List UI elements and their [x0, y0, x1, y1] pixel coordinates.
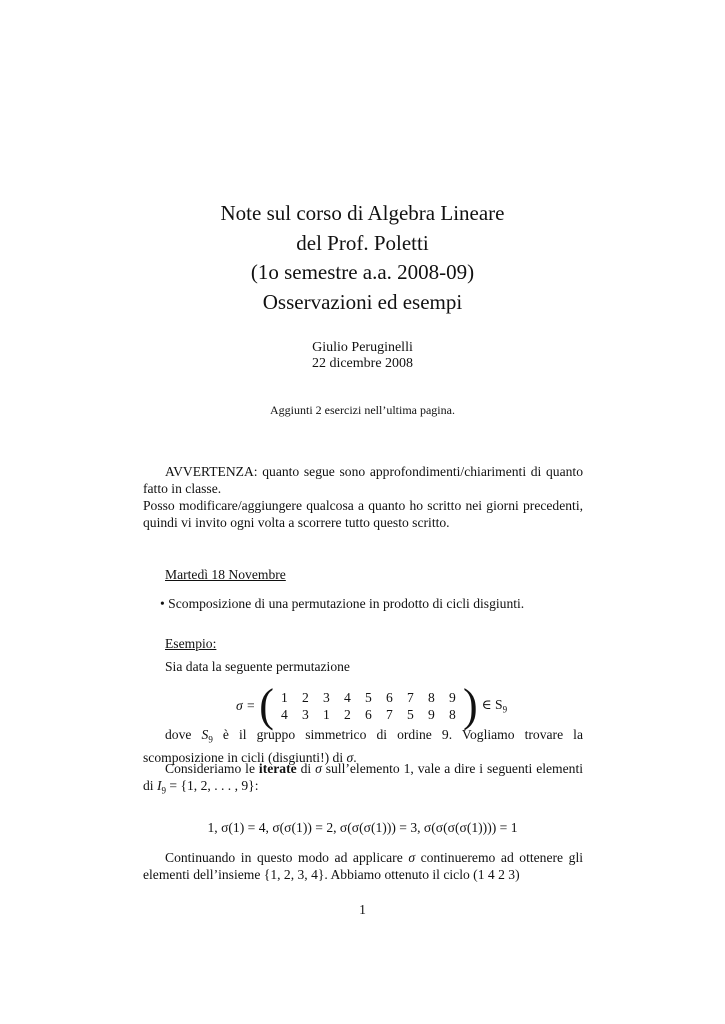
matrix-top-entry: 3 [323, 690, 330, 705]
matrix-rhs: ∈ $S_9$ [481, 697, 508, 715]
example-heading-text: Esempio: [165, 636, 217, 651]
dove-paragraph: dove $S_9$ è il gruppo simmetrico di ordine 9. Vogliamo trovare la scomposizione in cicli (disgiunti!) di σ. [143, 727, 583, 765]
document-title [0, 199, 725, 317]
page-number: 1 [359, 902, 366, 917]
matrix-body [274, 689, 463, 723]
matrix-top-entry: 9 [449, 690, 456, 705]
matrix-top-entry: 4 [344, 690, 351, 705]
matrix-bottom-entry: 7 [386, 707, 393, 722]
title-line-2: del Prof. Poletti [296, 230, 429, 255]
intro-paragraph [143, 658, 583, 675]
matrix-bottom-row [274, 706, 463, 723]
matrix-bottom-entry: 4 [281, 707, 288, 722]
matrix-top-entry: 5 [365, 690, 372, 705]
permutation-matrix [236, 679, 508, 732]
matrix-bottom-entry: 6 [365, 707, 372, 722]
iterates-formula: 1, σ(1) = 4, σ(σ(1)) = 2, σ(σ(σ(1))) = 3, σ(σ(σ(σ(1)))) = 1 [207, 820, 518, 835]
bullet-icon: • [160, 596, 165, 611]
warning-text-2: Posso modificare/aggiungere qualcosa a quanto ho scritto nei giorni precedenti, quindi vi invito ogni volta a scorrere tutto questo scritto. [143, 498, 583, 530]
title-line-1: Note sul corso di Algebra Lineare [220, 201, 505, 225]
left-paren-icon: ( [259, 679, 274, 732]
matrix-top-entry: 2 [302, 690, 309, 705]
matrix-bottom-entry: 1 [323, 707, 330, 722]
author: Giulio Peruginelli [312, 340, 413, 355]
matrix-bottom-entry: 2 [344, 707, 351, 722]
date: 22 dicembre 2008 [311, 356, 414, 371]
bullet-text: Scomposizione di una permutazione in prodotto di cicli disgiunti. [168, 596, 525, 611]
matrix-lhs: σ = [236, 698, 256, 713]
warning-paragraph [143, 463, 583, 531]
matrix-bottom-entry: 8 [449, 707, 456, 722]
warning-text-1: AVVERTENZA: quanto segue sono approfondimenti/chiarimenti di quanto fatto in classe. [143, 464, 583, 496]
title-line-4: Osservazioni ed esempi [262, 289, 463, 314]
section-heading [143, 566, 583, 583]
matrix-bottom-entry: 3 [302, 707, 309, 722]
title-line-3: (1o semestre a.a. 2008-09) [250, 260, 475, 284]
bullet-item [160, 595, 590, 612]
consider-paragraph: Consideriamo le iterate di σ sull’elemento 1, vale a dire i seguenti elementi di $I_9 = \{1$, 2, . . . , 9}: [143, 761, 584, 796]
matrix-bottom-entry: 9 [428, 707, 435, 722]
matrix-top-row [274, 689, 463, 706]
matrix-top-entry: 1 [281, 690, 288, 705]
update-note: Aggiunti 2 esercizi nell’ultima pagina. [270, 403, 455, 417]
right-paren-icon: ) [462, 679, 478, 732]
section-heading-text: Martedì 18 Novembre [165, 567, 286, 582]
matrix-bottom-entry: 5 [407, 707, 414, 722]
matrix-top-entry: 8 [428, 690, 435, 705]
matrix-top-entry: 7 [407, 690, 414, 705]
example-heading [143, 635, 583, 652]
matrix-top-entry: 6 [386, 690, 393, 705]
intro-text: Sia data la seguente permutazione [165, 659, 350, 674]
continue-paragraph: Continuando in questo modo ad applicare σ continueremo ad ottenere gli elementi dell’insieme {1, 2, 3, 4}. Abbiamo ottenuto il ciclo (1 4 2 3) [143, 850, 583, 882]
